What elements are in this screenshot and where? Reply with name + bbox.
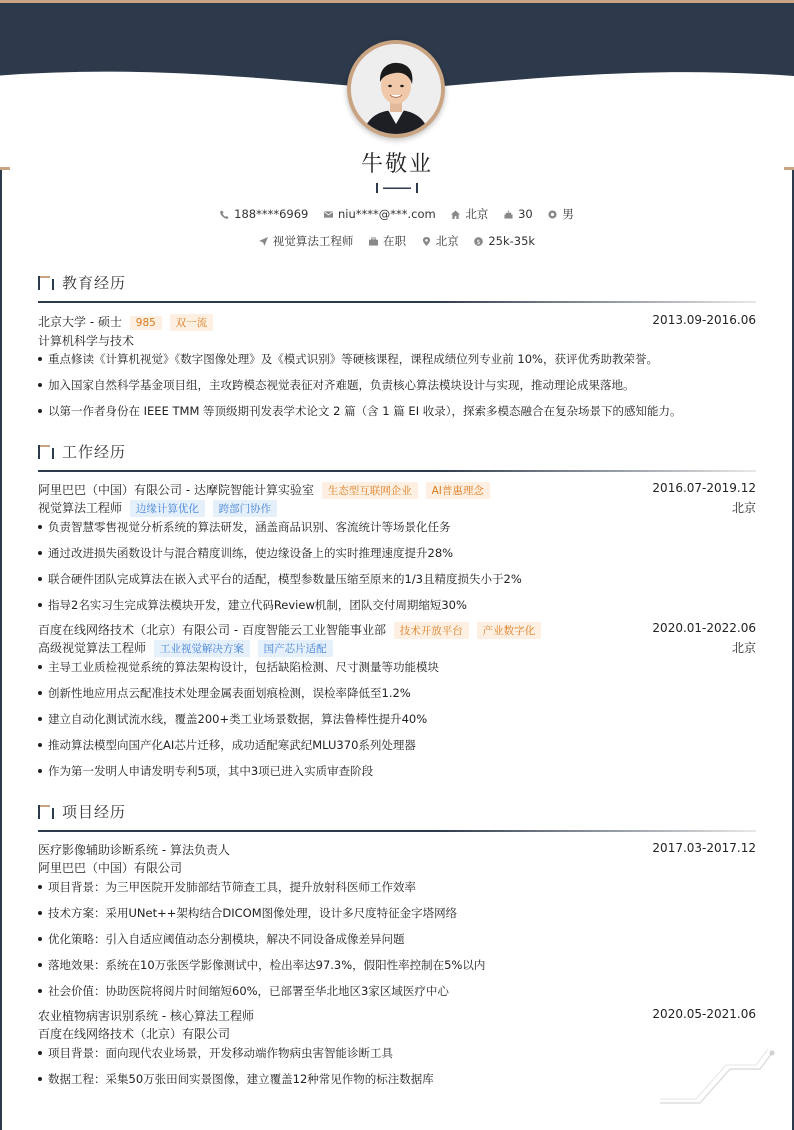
work-location: 北京 xyxy=(731,641,756,655)
status-item xyxy=(369,233,406,249)
corner-line-deco xyxy=(660,1045,780,1107)
section-divider xyxy=(38,830,756,832)
work-bullet: 联合硬件团队完成算法在嵌入式平台的适配，模型参数量压缩至原来的1/3且精度损失小于2% xyxy=(38,571,756,587)
project-company: 阿里巴巴（中国）有限公司 xyxy=(38,861,183,875)
education-major: 计算机科学与技术 xyxy=(38,334,135,348)
section-title-text: 项目经历 xyxy=(62,803,127,821)
phone-item xyxy=(220,207,308,221)
project-entry-head xyxy=(38,841,756,858)
education-tag: 985 xyxy=(130,316,162,330)
work-bullet: 建立自动化测试流水线，覆盖200+类工业场景数据，算法鲁棒性提升40% xyxy=(38,711,756,727)
section-divider xyxy=(38,470,756,472)
avatar xyxy=(347,40,445,138)
project-bullet: 技术方案：采用UNet++架构结合DICOM图像处理，设计多尺度特征金字塔网络 xyxy=(38,905,756,921)
work-bullet: 负责智慧零售视觉分析系统的算法研发，涵盖商品识别、客流统计等场景化任务 xyxy=(38,519,756,535)
role-tag: 国产芯片适配 xyxy=(258,640,333,657)
education-school: 北京大学 - 硕士 xyxy=(38,315,122,329)
work-bullet: 作为第一发明人申请发明专利5项，其中3项已进入实质审查阶段 xyxy=(38,763,756,779)
project-bullet: 优化策略：引入自适应阈值动态分割模块，解决不同设备成像差异问题 xyxy=(38,931,756,947)
location-icon xyxy=(422,237,431,246)
job-intent-row xyxy=(0,233,794,249)
company-tag: AI普惠理念 xyxy=(426,482,490,499)
work-date: 2020.01-2022.06 xyxy=(652,621,756,635)
age-item xyxy=(504,207,533,221)
city-item xyxy=(451,206,488,222)
cake-icon xyxy=(504,210,513,219)
company-tag: 产业数字化 xyxy=(477,622,542,639)
section-title-projects xyxy=(38,801,126,822)
work-date: 2016.07-2019.12 xyxy=(652,481,756,495)
role-tag: 边缘计算优化 xyxy=(130,500,205,517)
project-bullet: 社会价值：协助医院将阅片时间缩短60%，已部署至华北地区3家区域医疗中心 xyxy=(38,983,756,999)
candidate-name: 牛敬业 xyxy=(360,152,433,177)
section-mark-icon xyxy=(38,445,58,459)
status-text: 在职 xyxy=(383,234,407,248)
send-icon xyxy=(259,237,268,246)
work-role: 视觉算法工程师 xyxy=(38,501,123,515)
work-bullet: 创新性地应用点云配准技术处理金属表面划痕检测，误检率降低至1.2% xyxy=(38,685,756,701)
phone-text: 188****6969 xyxy=(234,207,309,221)
email-item xyxy=(324,207,436,221)
education-bullet: 重点修读《计算机视觉》《数字图像处理》及《模式识别》等硬核课程，课程成绩位列专业前 10%，获评优秀助教荣誉。 xyxy=(38,351,756,367)
work-role: 高级视觉算法工程师 xyxy=(38,641,147,655)
education-entry-head xyxy=(38,313,756,331)
project-bullet: 项目背景：面向现代农业场景，开发移动端作物病虫害智能诊断工具 xyxy=(38,1045,756,1061)
gender-text: 男 xyxy=(562,207,574,221)
section-divider xyxy=(38,301,756,303)
section-mark-icon xyxy=(38,276,58,290)
section-title-work xyxy=(38,441,126,462)
work-location: 北京 xyxy=(731,501,756,515)
company-tag: 技术开放平台 xyxy=(394,622,469,639)
gender-icon xyxy=(548,210,557,219)
section-title-text: 工作经历 xyxy=(62,443,127,461)
work-role-row xyxy=(38,639,756,657)
project-entry-head xyxy=(38,1007,756,1024)
project-bullet: 项目背景：为三甲医院开发肺部结节筛查工具，提升放射科医师工作效率 xyxy=(38,879,756,895)
gender-item xyxy=(548,206,574,222)
company-tag: 生态型互联网企业 xyxy=(322,482,418,499)
work-company: 阿里巴巴（中国）有限公司 - 达摩院智能计算实验室 xyxy=(38,483,314,497)
work-entry-head xyxy=(38,481,756,499)
target-job-text: 视觉算法工程师 xyxy=(272,234,354,248)
project-bullet: 落地效果：系统在10万张医学影像测试中，检出率达97.3%，假阳性率控制在5%以内 xyxy=(38,957,756,973)
briefcase-icon xyxy=(369,237,378,246)
section-title-education xyxy=(38,272,126,293)
project-date: 2017.03-2017.12 xyxy=(652,841,756,855)
name-divider-deco xyxy=(376,182,418,194)
project-date: 2020.05-2021.06 xyxy=(652,1007,756,1021)
role-tag: 跨部门协作 xyxy=(213,500,278,517)
avatar-photo xyxy=(351,44,441,134)
education-date: 2013.09-2016.06 xyxy=(652,313,756,327)
education-tag: 双一流 xyxy=(170,314,214,331)
education-bullet: 加入国家自然科学基金项目组，主攻跨模态视觉表征对齐难题，负责核心算法模块设计与实现，推动理论成果落地。 xyxy=(38,377,756,393)
phone-icon xyxy=(220,210,229,219)
salary-item xyxy=(474,234,535,248)
section-title-text: 教育经历 xyxy=(62,274,127,292)
work-bullet: 主导工业质检视觉系统的算法架构设计，包括缺陷检测、尺寸测量等功能模块 xyxy=(38,659,756,675)
project-title: 农业植物病害识别系统 - 核心算法工程师 xyxy=(38,1009,254,1023)
education-bullet: 以第一作者身份在 IEEE TMM 等顶级期刊发表学术论文 2 篇（含 1 篇 EI 收录），探索多模态融合在复杂场景下的感知能力。 xyxy=(38,403,756,419)
work-company: 百度在线网络技术（北京）有限公司 - 百度智能云工业智能事业部 xyxy=(38,623,386,637)
left-border-line xyxy=(0,170,2,1130)
work-bullet: 指导2名实习生完成算法模块开发，建立代码Review机制，团队交付周期缩短30% xyxy=(38,597,756,613)
role-tag: 工业视觉解决方案 xyxy=(154,640,250,657)
svg-text:$: $ xyxy=(476,238,481,246)
target-job-item xyxy=(259,233,354,249)
work-role-row xyxy=(38,499,756,517)
target-city-text: 北京 xyxy=(435,234,459,248)
city-text: 北京 xyxy=(465,207,489,221)
work-bullet: 通过改进损失函数设计与混合精度训练，使边缘设备上的实时推理速度提升28% xyxy=(38,545,756,561)
work-entry-head xyxy=(38,621,756,639)
contact-info-row xyxy=(0,206,794,222)
salary-text: 25k-35k xyxy=(488,234,536,248)
project-title: 医疗影像辅助诊断系统 - 算法负责人 xyxy=(38,843,230,857)
project-bullet: 数据工程：采集50万张田间实景图像，建立覆盖12种常见作物的标注数据库 xyxy=(38,1071,756,1087)
money-icon xyxy=(474,237,483,246)
mail-icon xyxy=(324,210,333,219)
project-company: 百度在线网络技术（北京）有限公司 xyxy=(38,1027,231,1041)
target-city-item xyxy=(422,233,459,249)
section-mark-icon xyxy=(38,805,58,819)
email-text: niu****@***.com xyxy=(338,207,436,221)
work-bullet: 推动算法模型向国产化AI芯片迁移，成功适配寒武纪MLU370系列处理器 xyxy=(38,737,756,753)
age-text: 30 xyxy=(518,207,533,221)
home-icon xyxy=(451,210,460,219)
